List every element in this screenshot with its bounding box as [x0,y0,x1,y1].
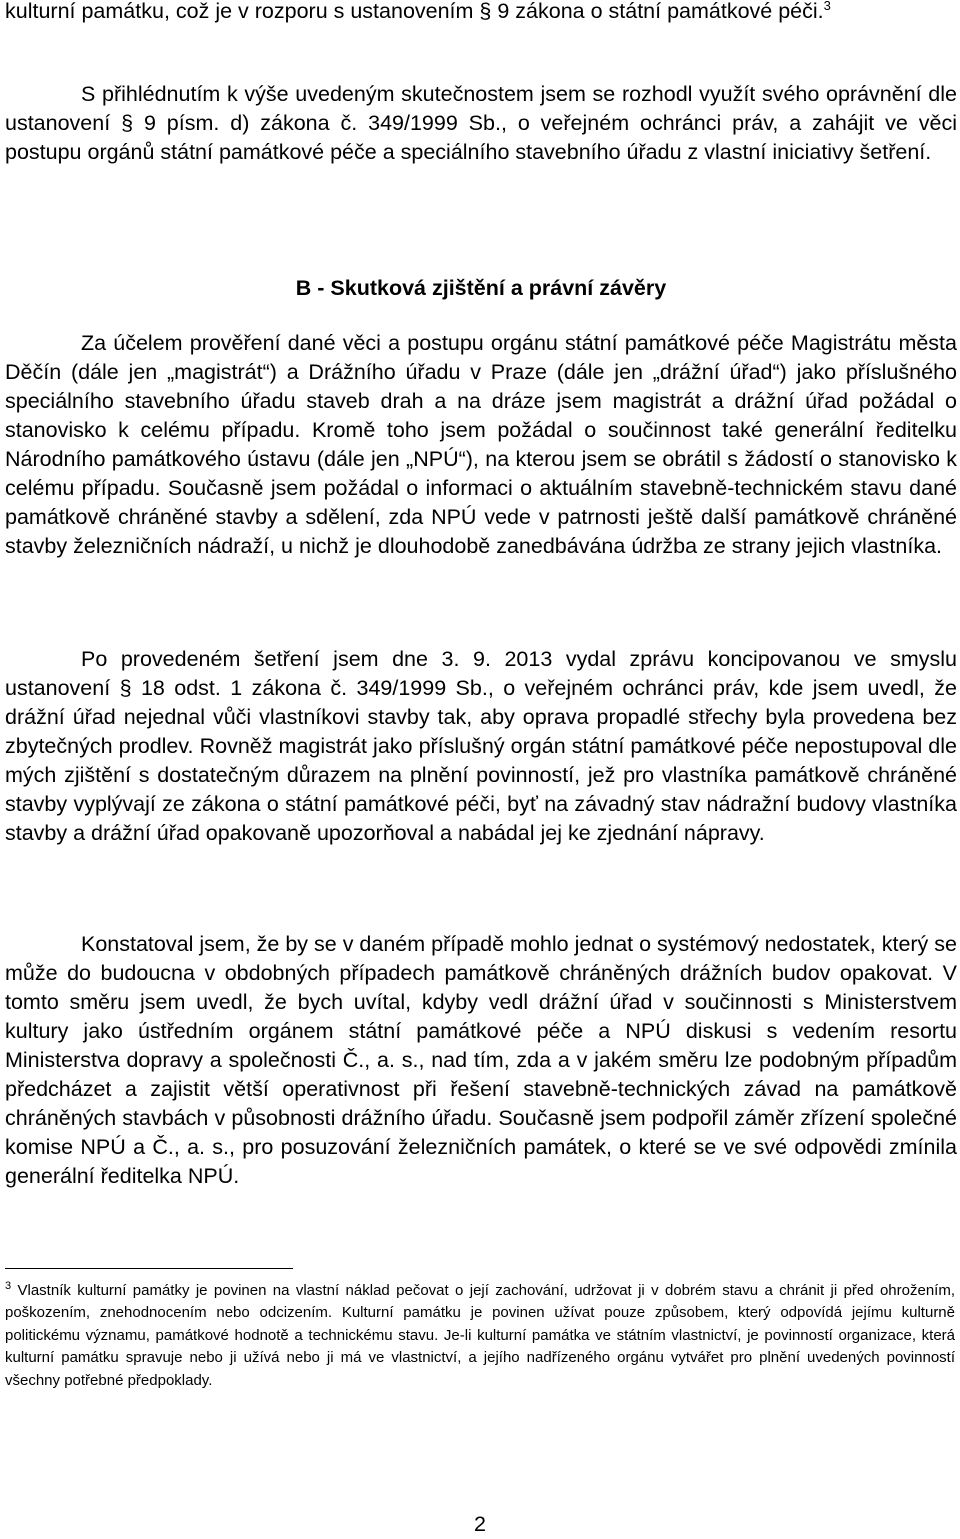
page-number: 2 [474,1512,486,1536]
paragraph-conclusion: Konstatoval jsem, že by se v daném případě mohlo jednat o systémový nedostatek, který se může do budoucna v obdobných případech památkově chráněných drážních budov opakovat. V tomto směru jsem uvedl, že bych uvítal, kdyby vedl drážní úřad v součinnosti s Ministerstvem kultury jako ústředním orgánem státní památkové péče a NPÚ diskusi s vedením resortu Ministerstva dopravy a společnosti Č., a. s., nad tím, zda a v jakém směru lze podobným případům předcházet a zajistit větší operativnost při řešení stavebně-technických závad na památkově chráněných stavbách v působnosti drážního úřadu. Současně jsem podpořil záměr zřízení společné komise NPÚ a Č., a. s., pro posuzování železničních památek, o které se ve své odpovědi zmínila generální ředitelka NPÚ. [5,932,957,1188]
paragraph-text: kulturní památku, což je v rozporu s ustanovením § 9 zákona o státní památkové péči. [5,0,824,23]
footnote-number: 3 [5,1280,12,1292]
paragraph-initiative: S přihlédnutím k výše uvedeným skutečnostem jsem se rozhodl využít svého oprávnění dle ustanovení § 9 písm. d) zákona č. 349/1999 Sb., o veřejném ochránci práv, a zahájit ve věci postupu orgánů státní památkové péče a speciálního stavebního úřadu z vlastní iniciativy šetření. [5,82,957,164]
footnote-text: Vlastník kulturní památky je povinen na vlastní náklad pečovat o její zachování, udržovat ji v dobrém stavu a chránit ji před ohrožením, poškozením, znehodnocením nebo odcizením. Kulturní památku je povinen užívat pouze způsobem, který odpovídá jejímu kulturně politickému významu, památkové hodnotě a technickému stavu. Je-li kulturní památka ve státním vlastnictví, je povinností organizace, která kulturní památku spravuje nebo ji užívá nebo ji má ve vlastnictví, a jejího nadřízeného orgánu vytvářet pro plnění uvedených povinností všechny potřebné předpoklady. [5,1282,955,1389]
section-heading: B - Skutková zjištění a právní závěry [295,276,667,300]
paragraph-continued [5,0,957,26]
footnote-reference[interactable]: 3 [823,0,831,13]
paragraph-report: Po provedeném šetření jsem dne 3. 9. 2013 vydal zprávu koncipovanou ve smyslu ustanovení § 18 odst. 1 zákona č. 349/1999 Sb., o veřejném ochránci práv, kde jsem uvedl, že drážní úřad nejednal vůči vlastníkovi stavby tak, aby oprava propadlé střechy byla provedena bez zbytečných prodlev. Rovněž magistrát jako příslušný orgán státní památkové péče nepostupoval dle mých zjištění s dostatečným důrazem na plnění povinností, jež pro vlastníka památkově chráněné stavby vyplývají ze zákona o státní památkové péči, byť na závadný stav nádražní budovy vlastníka stavby a drážní úřad opakovaně upozorňoval a nabádal jej ke zjednání nápravy. [5,647,957,845]
footnote [5,1280,955,1392]
paragraph-investigation: Za účelem prověření dané věci a postupu orgánu státní památkové péče Magistrátu města Děčín (dále jen „magistrát“) a Drážního úřadu v Praze (dále jen „drážní úřad“) jako příslušného speciálního stavebního úřadu staveb drah a na dráze jsem magistrát a drážní úřad požádal o stanovisko k celému případu. Kromě toho jsem požádal o součinnost také generální ředitelku Národního památkového ústavu (dále jen „NPÚ“), na kterou jsem se obrátil s žádostí o stanovisko k celému případu. Současně jsem požádal o informaci o aktuálním stavebně-technickém stavu dané památkově chráněné stavby a sdělení, zda NPÚ vede v patrnosti ještě další památkově chráněné stavby železničních nádraží, u nichž je dlouhodobě zanedbávána údržba ze strany jejich vlastníka. [5,331,957,558]
footnote-separator [5,1268,293,1269]
